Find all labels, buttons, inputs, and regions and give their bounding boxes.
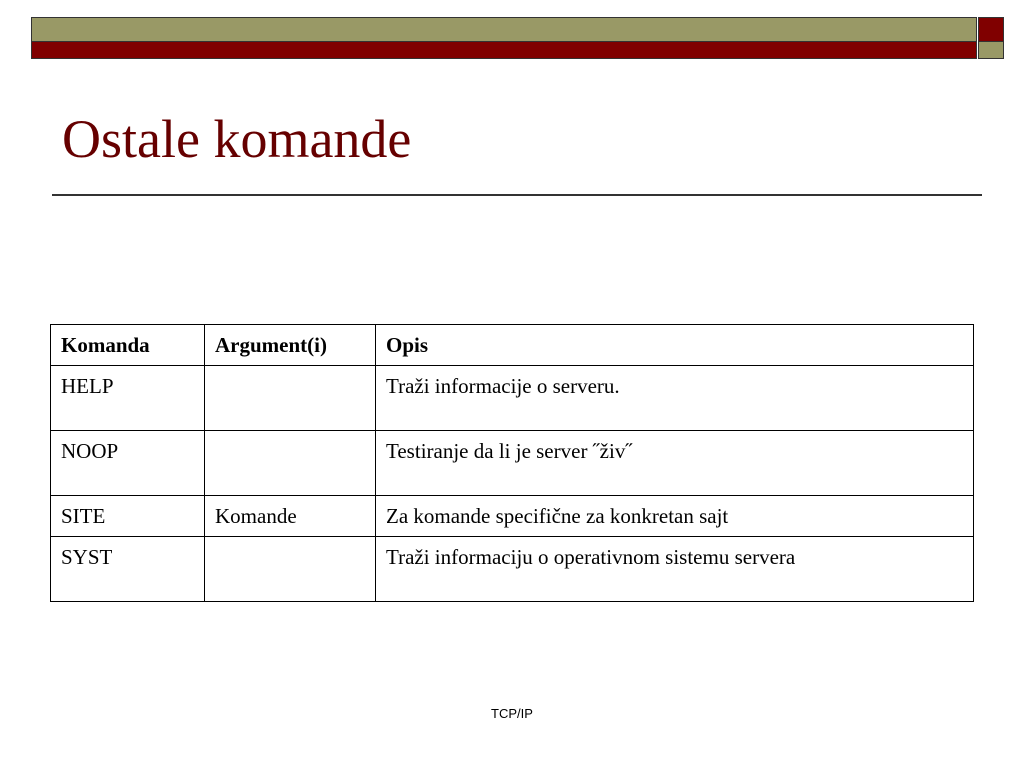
table-cell-arguments [205, 537, 376, 602]
table-cell-arguments: Komande [205, 496, 376, 537]
table-cell-description: Traži informaciju o operativnom sistemu servera [376, 537, 974, 602]
table-row [51, 366, 974, 431]
table-header-row [51, 325, 974, 366]
table-row [51, 431, 974, 496]
header-corner-olive-square [978, 42, 1004, 59]
table-cell-description: Za komande specifične za konkretan sajt [376, 496, 974, 537]
table-cell-description: Testiranje da li je server ˝živ˝ [376, 431, 974, 496]
slide-footer: TCP/IP [491, 706, 533, 721]
slide-title: Ostale komande [62, 109, 412, 169]
commands-table [50, 324, 974, 602]
header-corner-red-square [978, 17, 1004, 42]
column-header-komanda: Komanda [51, 325, 205, 366]
table-cell-command: SYST [51, 537, 205, 602]
column-header-opis: Opis [376, 325, 974, 366]
table-cell-arguments [205, 366, 376, 431]
table-cell-command: NOOP [51, 431, 205, 496]
table-row [51, 537, 974, 602]
table-row [51, 496, 974, 537]
table-cell-arguments [205, 431, 376, 496]
header-banner-olive-bar [31, 17, 977, 42]
header-banner-red-bar [31, 42, 977, 59]
table-cell-description: Traži informacije o serveru. [376, 366, 974, 431]
table-cell-command: HELP [51, 366, 205, 431]
table-cell-command: SITE [51, 496, 205, 537]
column-header-argumenti: Argument(i) [205, 325, 376, 366]
title-divider [52, 194, 982, 196]
